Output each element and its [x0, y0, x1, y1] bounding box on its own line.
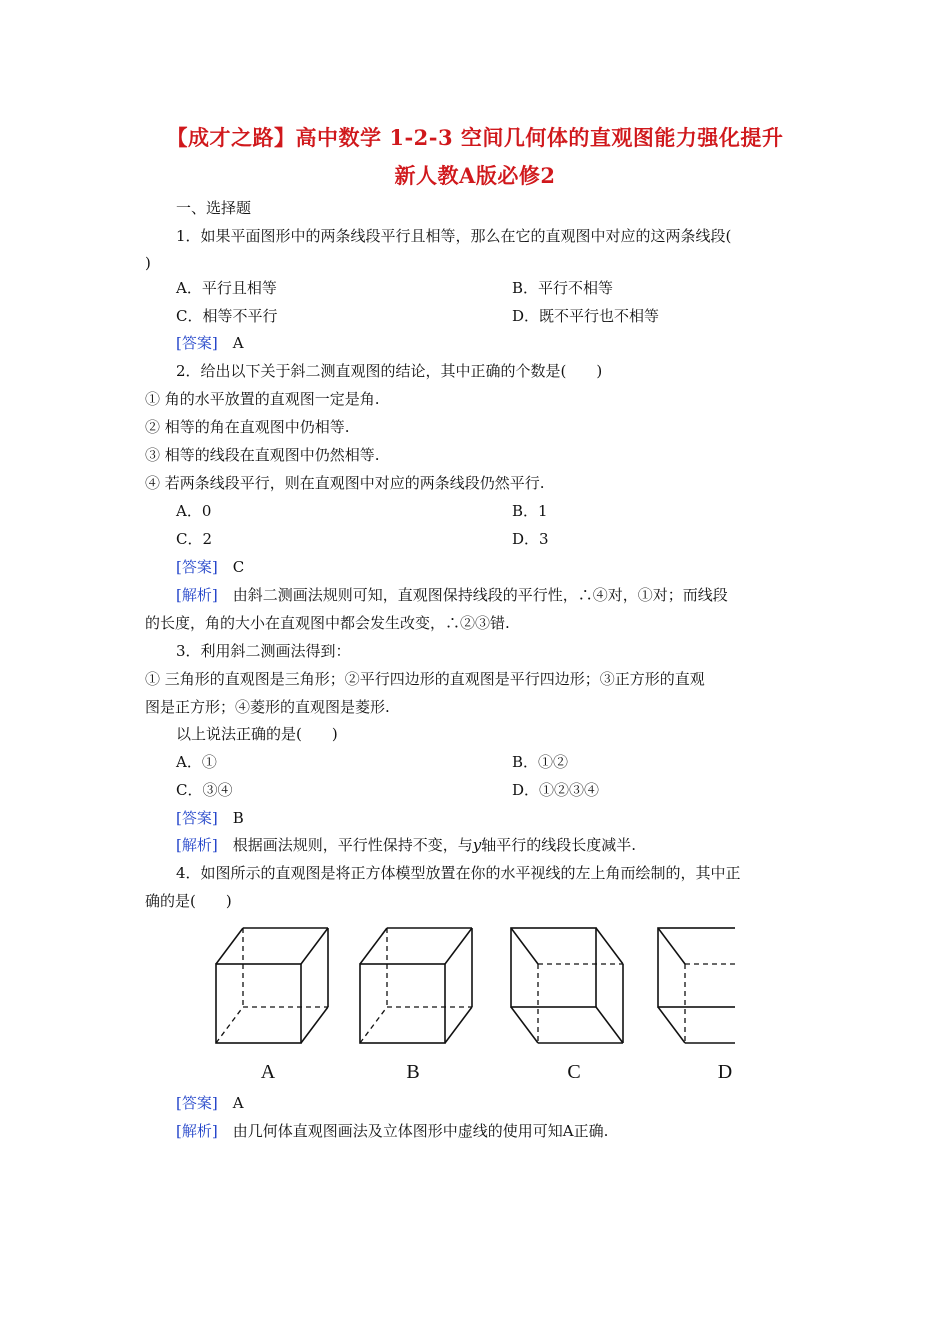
- q2-statement-4: ④ 若两条线段平行，则在直观图中对应的两条线段仍然平行.: [145, 474, 545, 492]
- q4-stem: 4．如图所示的直观图是将正方体模型放置在你的水平视线的左上角而绘制的，其中正: [176, 864, 741, 882]
- cube-figure-b: [360, 928, 472, 1043]
- q1-stem: 1．如果平面图形中的两条线段平行且相等，那么在它的直观图中对应的这两条线段(: [176, 227, 732, 245]
- q3-text-2: 图是正方形；④菱形的直观图是菱形.: [145, 698, 390, 716]
- q2-option-b: B．1: [512, 502, 548, 520]
- answer-tag: [答案]: [176, 809, 218, 827]
- q3-option-b: B．①②: [512, 753, 569, 771]
- q4-analysis: [176, 1121, 856, 1141]
- answer-value: C: [232, 558, 245, 576]
- q2-statement-3: ③ 相等的线段在直观图中仍然相等.: [145, 446, 380, 464]
- q3-stem: 3．利用斜二测画法得到：: [176, 642, 351, 660]
- q2-answer: [176, 557, 856, 577]
- q4-answer: [176, 1093, 856, 1113]
- answer-tag: [答案]: [176, 558, 218, 576]
- q1-option-b: B．平行不相等: [512, 279, 614, 297]
- figure-label-d: D: [717, 1061, 733, 1083]
- analysis-text-a: 根据画法规则，平行性保持不变，与: [232, 836, 473, 854]
- answer-tag: [答案]: [176, 334, 218, 352]
- q2-statement-2: ② 相等的角在直观图中仍相等.: [145, 418, 350, 436]
- q1-option-d: D．既不平行也不相等: [512, 307, 660, 325]
- q1-stem-end: ): [145, 254, 151, 272]
- q3-option-d: D．①②③④: [512, 781, 600, 799]
- analysis-text: 由几何体直观图画法及立体图形中虚线的使用可知A正确.: [232, 1122, 609, 1140]
- document-title-line2: 新人教A版必修2: [394, 163, 556, 188]
- q2-option-a: A．0: [176, 502, 212, 520]
- q2-option-c: C．2: [176, 530, 213, 548]
- q1-option-c: C．相等不平行: [176, 307, 278, 325]
- analysis-variable: y: [472, 836, 482, 854]
- cube-figure-c: [511, 928, 623, 1043]
- analysis-text: 由斜二测画法规则可知，直观图保持线段的平行性，∴④对，①对；而线段: [232, 586, 728, 604]
- q2-analysis: [176, 585, 856, 605]
- cube-figure-d: [658, 928, 735, 1043]
- q1-answer: [176, 333, 856, 353]
- analysis-tag: [解析]: [176, 1122, 218, 1140]
- q4-stem-cont: 确的是( ): [145, 892, 232, 910]
- q2-statement-1: ① 角的水平放置的直观图一定是角.: [145, 390, 380, 408]
- figure-label-b: B: [406, 1061, 420, 1083]
- cube-figures: [205, 918, 735, 1088]
- analysis-tag: [解析]: [176, 836, 218, 854]
- answer-value: A: [232, 1094, 244, 1112]
- q2-analysis-cont: 的长度，角的大小在直观图中都会发生改变，∴②③错.: [145, 614, 510, 632]
- q3-answer: [176, 808, 856, 828]
- cube-figure-a: [216, 928, 328, 1043]
- q1-option-a: A．平行且相等: [176, 279, 277, 297]
- analysis-tag: [解析]: [176, 586, 218, 604]
- section-heading: 一、选择题: [176, 199, 252, 217]
- q3-option-c: C．③④: [176, 781, 233, 799]
- figure-label-c: C: [567, 1061, 581, 1083]
- figure-label-a: A: [260, 1061, 276, 1083]
- answer-value: B: [232, 809, 244, 827]
- q3-text-1: ① 三角形的直观图是三角形；②平行四边形的直观图是平行四边形；③正方形的直观: [145, 670, 705, 688]
- q3-text-3: 以上说法正确的是( ): [176, 725, 338, 743]
- q3-option-a: A．①: [176, 753, 217, 771]
- q2-stem: 2．给出以下关于斜二测直观图的结论，其中正确的个数是( ): [176, 362, 603, 380]
- answer-value: A: [232, 334, 244, 352]
- analysis-text-b: 轴平行的线段长度减半.: [481, 836, 637, 854]
- q2-option-d: D．3: [512, 530, 549, 548]
- answer-tag: [答案]: [176, 1094, 218, 1112]
- document-title-line1: 【成才之路】高中数学 1-2-3 空间几何体的直观图能力强化提升: [166, 125, 784, 150]
- q3-analysis: [176, 835, 856, 855]
